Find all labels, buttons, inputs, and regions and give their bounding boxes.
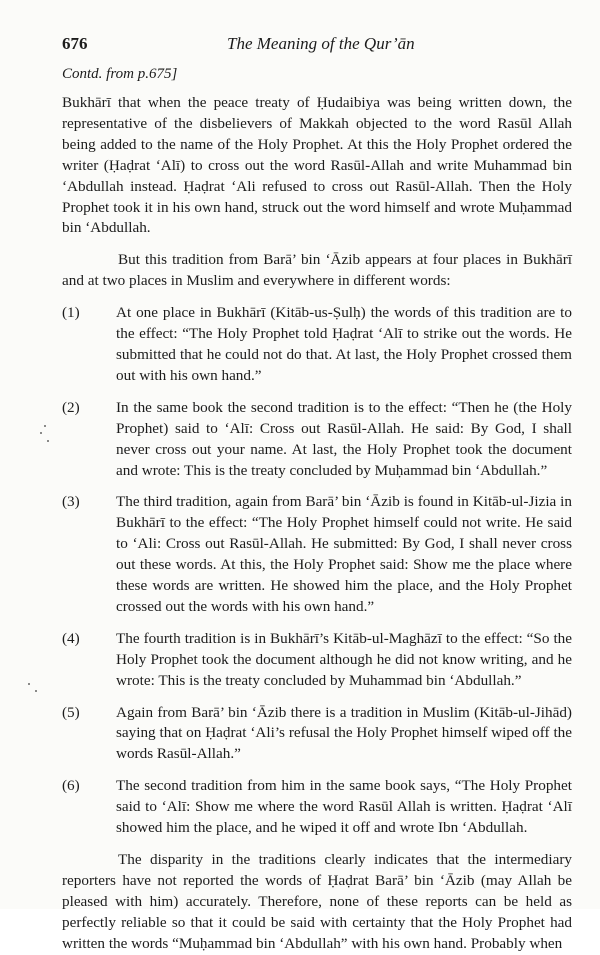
tradition-text: The third tradition, again from Barā’ bin ‘Āzib is found in Kitāb-ul-Jizia in Bukhārī to the effect: “The Holy Prophet himself could not write. He said to ‘Ali: Cross out Rasūl-Allah. He submitted: By God, I shall never cross out these words. At this, the Holy Prophet said: Show me the place where these words are written. He showed him the place, and the Holy Prophet crossed out the words with his own hand.” — [116, 493, 572, 615]
tradition-number: (1) — [62, 304, 80, 322]
tradition-text: In the same book the second tradition is to the effect: “Then he (the Holy Prophet) said to ‘Alī: Cross out Rasūl-Allah. He said: By God, I shall never cross out your name. At last, the Holy Prophet took the document and wrote: This is the treaty concluded by Muḥammad bin ‘Abdullah.” — [116, 398, 572, 479]
tradition-item-5 — [62, 703, 572, 766]
tradition-item-3 — [62, 492, 572, 617]
scan-speck — [47, 440, 49, 442]
tradition-item-1 — [62, 303, 572, 387]
running-title: The Meaning of the Qur’ān — [227, 34, 415, 53]
page-number: 676 — [62, 34, 88, 53]
tradition-text: At one place in Bukhārī (Kitāb-us-Ṣulḥ) the words of this tradition are to the effect: “The Holy Prophet told Ḥaḍrat ‘Alī to strike out the words. He submitted that he could not do that. At last, the Holy Prophet crossed them out with his own hand.” — [116, 304, 572, 384]
tradition-number: (5) — [62, 703, 80, 721]
scan-speck — [28, 683, 30, 685]
continuation-note: Contd. from p.675] — [62, 66, 178, 82]
scan-speck — [44, 425, 46, 427]
tradition-number: (4) — [62, 629, 80, 647]
scan-speck — [40, 432, 42, 434]
tradition-item-4 — [62, 629, 572, 692]
tradition-number: (2) — [62, 398, 80, 416]
body-text — [62, 93, 572, 955]
paragraph-intro-traditions: But this tradition from Barā’ bin ‘Āzib appears at four places in Bukhārī and at two places in Muslim and everywhere in different words: — [62, 251, 572, 290]
paragraph-opening: Bukhārī that when the peace treaty of Ḥudaibiya was being written down, the representative of the disbelievers of Makkah objected to the word Rasūl Allah being added to the name of the Holy Prophet. At this the Holy Prophet ordered the writer (Ḥaḍrat ‘Alī) to cross out the word Rasūl-Allah and write Muhammad bin ‘Abdullah instead. Ḥaḍrat ‘Ali refused to cross out Rasūl-Allah. Then the Holy Prophet took it in his own hand, struck out the word himself and wrote Muḥammad bin ‘Abdullah. — [62, 94, 572, 237]
tradition-text: The second tradition from him in the same book says, “The Holy Prophet said to ‘Alī: Show me where the word Rasūl Allah is written. Ḥaḍrat ‘Alī showed him the place, and he wiped it off and wrote Ibn ‘Abdullah. — [116, 777, 572, 837]
scan-speck — [35, 690, 37, 692]
tradition-text: The fourth tradition is in Bukhārī’s Kitāb-ul-Maghāzī to the effect: “So the Holy Prophet took the document although he did not know writing, and he wrote: This is the treaty concluded by Muhammad bin ‘Abdullah.” — [116, 629, 572, 689]
page-header — [62, 34, 572, 58]
paragraph-closing: The disparity in the traditions clearly indicates that the intermediary reporters have not reported the words of Ḥaḍrat Barā’ bin ‘Āzib (may Allah be pleased with him) accurately. Therefore, none of these reports can be held as perfectly reliable so that it could be said with certainty that the Holy Prophet had written the words “Muḥammad bin ‘Abdullah” with his own hand. Probably when — [62, 851, 572, 952]
tradition-item-6 — [62, 776, 572, 839]
tradition-number: (3) — [62, 493, 80, 511]
tradition-item-2 — [62, 398, 572, 482]
tradition-number: (6) — [62, 777, 80, 795]
tradition-text: Again from Barā’ bin ‘Āzib there is a tradition in Muslim (Kitāb-ul-Jihād) saying that on Ḥaḍrat ‘Ali’s refusal the Holy Prophet himself wiped off the words Rasūl-Allah.” — [116, 703, 572, 763]
